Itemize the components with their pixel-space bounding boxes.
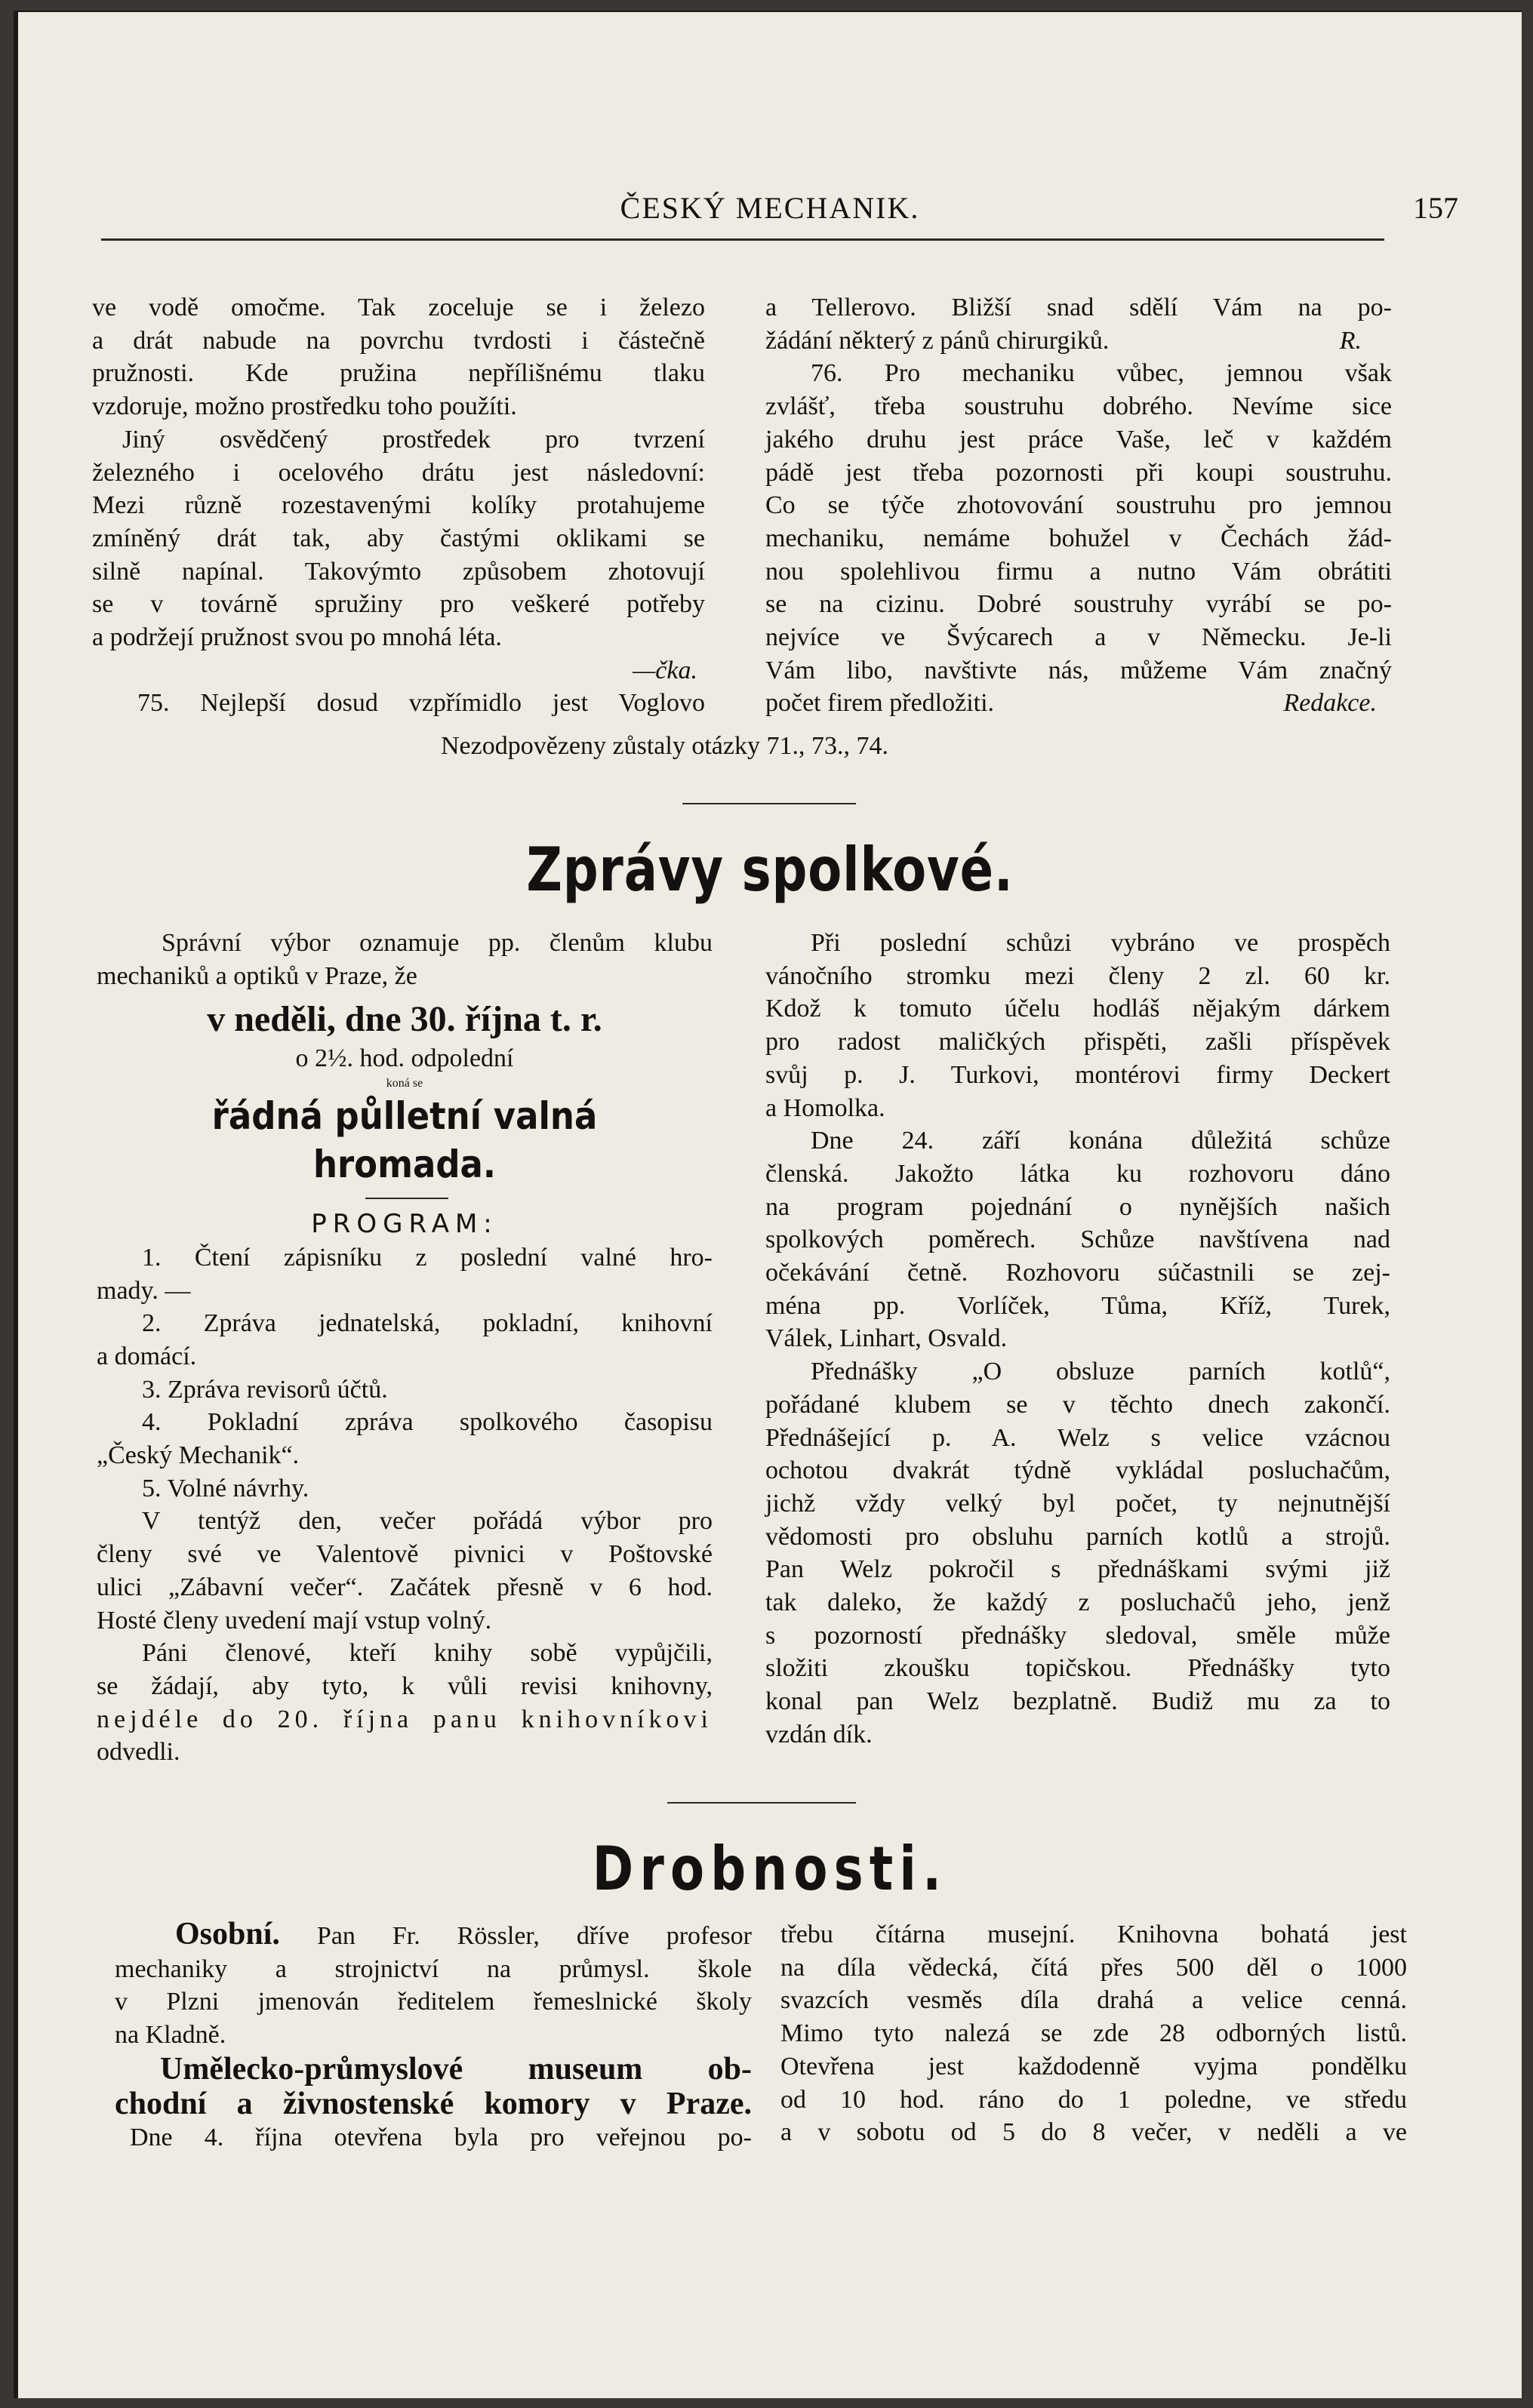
text-line [765,324,1392,358]
text-line: se žádají, aby tyto, k vůli revisi knihovny, [97,1671,713,1700]
text-line: Mimo tyto nalezá se zde 28 odborných listů. [780,2019,1407,2048]
text-line: svazcích vesměs díla drahá a velice cenná. [780,1986,1407,2015]
text-line: ochotou dvakrát týdně vykládal posluchačům, [765,1456,1390,1485]
section-divider [667,1802,856,1804]
text-line: zmíněný drát tak, aby častými oklikami se [92,524,705,552]
text-line: zvlášť, třeba soustruhu dobrého. Nevíme sice [765,392,1392,421]
text-line: Vám libo, navštivte nás, můžeme Vám značný [765,656,1392,684]
program-item: 5. Volné návrhy. [142,1474,309,1502]
text-line: mechaniků a optiků v Praze, že [97,961,417,990]
text-line: žádání některý z pánů chirurgiků. [765,326,1110,355]
text-line: V tentýž den, večer pořádá výbor pro [142,1507,713,1536]
text-line: a drát nabude na povrchu tvrdosti i částečně [92,326,705,355]
text-line: Válek, Linhart, Osvald. [765,1324,1008,1353]
text-line: konal pan Welz bezplatně. Budiž mu za to [765,1687,1390,1716]
text-line: třebu čítárna musejní. Knihovna bohatá jest [780,1921,1407,1948]
program-title: PROGRAM: [311,1209,498,1240]
club-news-right-column [765,927,1390,1751]
text-line: očekávání četně. Rozhovoru súčastnili se zej- [765,1259,1390,1287]
text-line: a podržejí pružnost svou po mnohá léta. [92,623,502,652]
text-line: počet firem předložiti. [765,689,995,718]
miscellany-right-column [780,1918,1407,2149]
text-line: mechaniku, nemáme bohužel v Čechách žád- [765,524,1392,552]
text-line: spolkových poměrech. Schůze navštívena nad [765,1226,1390,1254]
text-line: Jiný osvědčený prostředek pro tvrzení [122,425,705,454]
signature: —čka. [633,656,697,684]
text-line: Otevřena jest každodenně vyjma pondělku [780,2052,1407,2080]
text-line: Přednášky „O obsluze parních kotlů“, [811,1358,1390,1386]
text-line [115,1918,752,1953]
text-line: se v továrně spružiny pro veškeré potřeby [92,590,705,619]
header-rule [101,238,1384,241]
top-left-column [92,291,705,720]
text-line: složiti zkoušku topičskou. Přednášky tyto [765,1654,1390,1683]
text-line: Kdož k tomuto účelu hodláš nějakým dárkem [765,995,1390,1023]
text-line: svůj p. J. Turkovi, montérovi firmy Deckert [765,1060,1390,1089]
museum-heading: Umělecko-průmyslové museum ob- [160,2051,752,2087]
program-item: a domácí. [97,1342,197,1370]
section-heading-zpravy: Zprávy spolkové. [526,835,1014,905]
text-line: vzdoruje, možno prostředku toho použíti. [92,392,517,421]
meeting-title: řádná půlletní valná hromada. [211,1094,598,1187]
program-item: 2. Zpráva jednatelská, pokladní, knihovní [142,1309,713,1338]
unanswered-questions: Nezodpovězeny zůstaly otázky 71., 73., 74. [441,732,888,760]
question-75: 75. Nejlepší dosud vzpřímidlo jest Voglovo [137,689,705,718]
miscellany-left-column [115,1918,752,2154]
museum-heading: chodní a živnostenské komory v Praze. [115,2086,752,2121]
text-line: Pan Welz pokročil s přednáškami svými již [765,1555,1390,1584]
text-line: Při poslední schůzi vybráno ve prospěch [811,929,1390,957]
text-line: nejdéle do 20. října panu knihovníkovi [97,1705,713,1733]
signature-redakce: Redakce. [1283,689,1377,718]
text-line: ve vodě omočme. Tak zoceluje se i železo [92,294,705,321]
text-line: pádě jest třeba pozornosti při koupi soustruhu. [765,458,1392,487]
text-line: Co se týče zhotovování soustruhu pro jemnou [765,491,1392,520]
text-line: Dne 24. září konána důležitá schůze [811,1127,1390,1155]
text-line: na Kladně. [115,2021,226,2050]
text-line: členy své ve Valentově pivnici v Poštovské [97,1540,713,1569]
text-line: se na cizinu. Dobré soustruhy vyrábí se po- [765,590,1392,619]
text-line: jichž vždy velký byl počet, ty nejnutnější [765,1489,1390,1518]
divider-wrap [97,1189,713,1208]
top-right-column [765,291,1392,720]
kona-se: koná se [386,1077,423,1090]
text-line: vánočního stromku mezi členy 2 zl. 60 kr. [765,961,1390,990]
text-line: železného i ocelového drátu jest následovní: [92,458,705,487]
section-heading-drobnosti: Drobnosti. [592,1834,948,1904]
meeting-time: o 2½. hod. odpolední [295,1044,514,1073]
text-line: tak daleko, že každý z posluchačů jeho, jenž [765,1588,1390,1617]
text-line: pružnosti. Kde pružina nepřílišnému tlaku [92,359,705,388]
text-line: pro radost maličkých přispěti, zašli příspěvek [765,1028,1390,1056]
program-item: 3. Zpráva revisorů účtů. [142,1375,388,1404]
program-item: mady. — [97,1276,191,1305]
text-line: a v sobotu od 5 do 8 večer, v neděli a ve [780,2118,1407,2147]
text-line: ulici „Zábavní večer“. Začátek přesně v 6 hod. [97,1573,713,1601]
program-item: „Český Mechanik“. [97,1441,300,1470]
osobni-label: Osobní. [175,1917,280,1951]
text-line: nejvíce ve Švýcarech a v Německu. Je-li [765,623,1392,652]
text-line: mechaniky a strojnictví na průmysl. škole [115,1954,752,1983]
text-line: silně napínal. Takovýmto způsobem zhotovují [92,557,705,586]
text-line: od 10 hod. ráno do 1 poledne, ve středu [780,2085,1407,2114]
text-line: a Homolka. [765,1093,885,1122]
text-line: Mezi různě rozestavenými kolíky protahujeme [92,491,705,520]
text-line: vědomosti pro obsluhu parních kotlů a strojů. [765,1522,1390,1551]
text-line: s pozorností přednášky sledoval, směle může [765,1621,1390,1650]
page [14,11,1522,2398]
small-divider [365,1198,448,1199]
text-line: ména pp. Vorlíček, Tůma, Kříž, Turek, [765,1291,1390,1320]
text-line: členská. Jakožto látka ku rozhovoru dáno [765,1159,1390,1188]
text-line: Pan Fr. Rössler, dříve profesor [316,1922,752,1950]
text-line: 76. Pro mechaniku vůbec, jemnou však [811,359,1392,388]
text-line: Přednášející p. A. Welz s velice vzácnou [765,1423,1390,1452]
text-line: na díla vědecká, čítá přes 500 děl o 1000 [780,1953,1407,1982]
text-line: a Tellerovo. Bližší snad sdělí Vám na po- [765,294,1392,321]
text-line: Hosté členy uvedení mají vstup volný. [97,1606,492,1635]
text-line: Páni členové, kteří knihy sobě vypůjčili, [142,1639,713,1668]
signature-r: R. [1339,326,1362,355]
text-line: jakého druhu jest práce Vaše, leč v každém [765,425,1392,454]
text-line: Dne 4. října otevřena byla pro veřejnou po- [130,2123,752,2151]
program-item: 1. Čtení zápisníku z poslední valné hro- [142,1243,713,1272]
page-number: 157 [1413,191,1458,225]
text-line: Správní výbor oznamuje pp. členům klubu [162,929,713,957]
text-line: pořádané klubem se v těchto dnech zakončí. [765,1390,1390,1419]
text-line: nou spolehlivou firmu a nutno Vám obrátiti [765,557,1392,586]
text-line: vzdán dík. [765,1720,873,1748]
club-news-left-column [97,927,713,1769]
text-line: odvedli. [97,1738,180,1767]
section-divider [682,803,856,804]
meeting-date: v neděli, dne 30. října t. r. [207,999,602,1040]
running-title: ČESKÝ MECHANIK. [620,191,920,225]
text-line [765,687,1392,720]
text-line: na program pojednání o nynějších našich [765,1192,1390,1221]
program-item: 4. Pokladní zpráva spolkového časopisu [142,1408,713,1437]
text-line: v Plzni jmenován ředitelem řemeslnické školy [115,1988,752,2016]
